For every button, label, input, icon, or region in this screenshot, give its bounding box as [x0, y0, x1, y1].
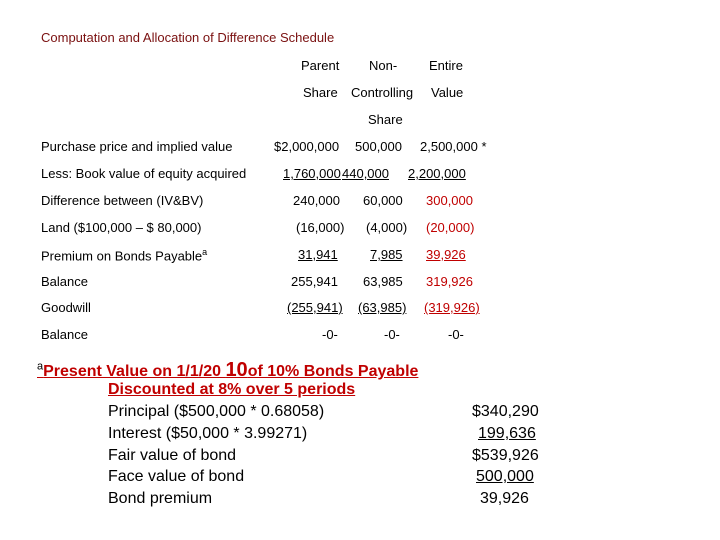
- footnote-item-value: 500,000: [476, 468, 534, 485]
- row-label: Premium on Bonds Payable: [41, 248, 203, 264]
- row-entire-value: (319,926): [424, 300, 480, 315]
- footnote-item-label: Fair value of bond: [108, 447, 237, 464]
- footnote-item-label: Principal ($500,000 * 0.68058): [108, 403, 325, 420]
- row-parent-value: (16,000): [296, 220, 345, 235]
- header-entire-line1: Entire: [429, 58, 463, 73]
- row-parent-value: (255,941): [287, 300, 343, 315]
- row-nc-value: 63,985: [363, 274, 403, 289]
- footnote-item-label: Face value of bond: [108, 468, 245, 485]
- header-nc-line1: Non-: [369, 58, 398, 73]
- row-entire-value: -0-: [448, 327, 464, 342]
- row-entire-value: 300,000: [426, 193, 473, 208]
- row-parent-value: 31,941: [298, 247, 338, 262]
- row-label: Balance: [41, 274, 88, 289]
- row-nc-value: 7,985: [370, 247, 403, 262]
- row-label: Purchase price and implied value: [41, 139, 233, 154]
- row-parent-value: $2,000,000: [274, 139, 340, 154]
- footnote-item-value: $340,290: [472, 403, 539, 420]
- row-nc-value: (63,985): [358, 300, 407, 315]
- footnote-superscript: a: [202, 247, 208, 257]
- row-nc-value: 500,000: [355, 139, 402, 154]
- row-nc-value: 60,000: [363, 193, 403, 208]
- footnote-item-value: $539,926: [472, 447, 539, 464]
- footnote-item-value: 199,636: [478, 425, 536, 442]
- row-label: Difference between (IV&BV): [41, 193, 204, 208]
- header-parent-line2: Share: [303, 85, 338, 100]
- row-parent-value: 1,760,000: [283, 166, 341, 181]
- footnote-title-year: 10: [225, 359, 248, 381]
- row-entire-value: 39,926: [426, 247, 466, 262]
- row-label: Less: Book value of equity acquired: [41, 166, 247, 181]
- row-label: Balance: [41, 327, 88, 342]
- row-entire-value: 2,200,000: [408, 166, 466, 181]
- header-nc-line2: Controlling: [351, 85, 414, 100]
- footnote-title-part2: of 10% Bonds Payable: [247, 363, 419, 380]
- row-nc-value: 440,000: [342, 166, 389, 181]
- row-label: Land ($100,000 – $ 80,000): [41, 220, 202, 235]
- row-label-with-superscript: [41, 247, 207, 263]
- row-entire-value: 2,500,000 *: [420, 139, 487, 154]
- footnote-item-label: Bond premium: [108, 490, 213, 507]
- row-parent-value: -0-: [322, 327, 338, 342]
- row-nc-value: (4,000): [366, 220, 408, 235]
- footnote-item-label: Interest ($50,000 * 3.99271): [108, 425, 308, 442]
- row-label: Goodwill: [41, 300, 91, 315]
- footnote-title-part1: Present Value on 1/1/20: [43, 363, 226, 380]
- row-nc-value: -0-: [384, 327, 400, 342]
- row-entire-value: 319,926: [426, 274, 473, 289]
- header-nc-line3: Share: [368, 112, 403, 127]
- footnote-item-value: 39,926: [480, 490, 529, 507]
- schedule-title: Computation and Allocation of Difference Schedule: [41, 30, 335, 45]
- row-parent-value: 255,941: [291, 274, 338, 289]
- header-entire-line2: Value: [431, 85, 464, 100]
- footnote-marker: a: [37, 360, 44, 373]
- row-parent-value: 240,000: [293, 193, 340, 208]
- header-parent-line1: Parent: [301, 58, 340, 73]
- footnote-subtitle: Discounted at 8% over 5 periods: [108, 381, 356, 398]
- footnote-title: [37, 359, 418, 382]
- row-entire-value: (20,000): [426, 220, 475, 235]
